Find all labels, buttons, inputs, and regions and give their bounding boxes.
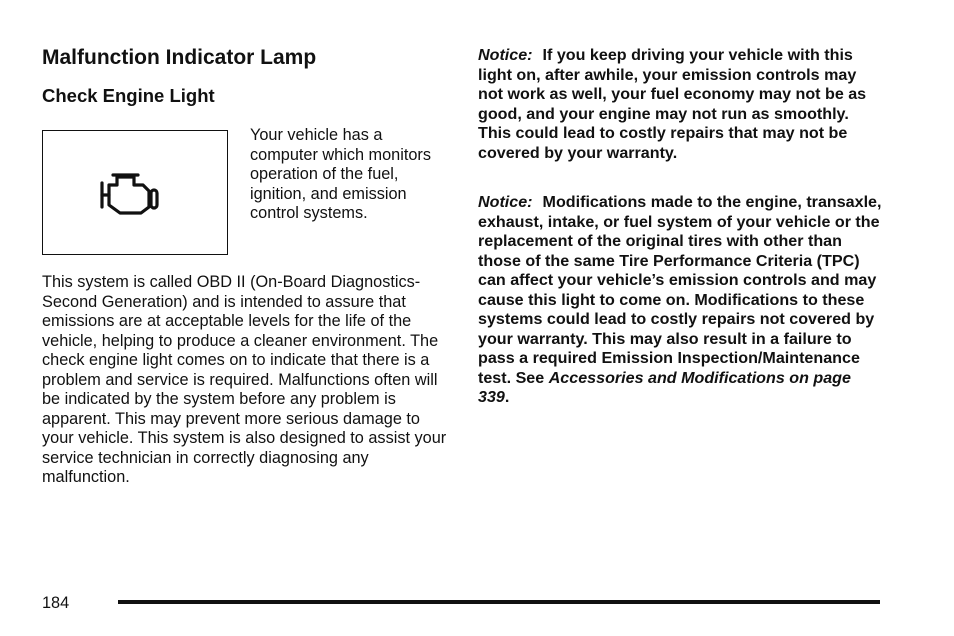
cross-reference-link[interactable]: Accessories and Modifications on page 339 xyxy=(478,368,851,406)
icon-frame xyxy=(42,130,228,255)
section-title: Malfunction Indicator Lamp xyxy=(42,46,317,69)
notice-block xyxy=(478,46,883,163)
footer-rule xyxy=(118,600,880,604)
notice-text: Modifications made to the engine, transaxle, exhaust, intake, or fuel system of your vehicle or the replacement of the original tires with other than those of the same Tire Performance Criteria (TPC) can affect your vehicle’s emission controls and may cause this light to come on. Modifications to these systems could lead to costly repairs not covered by your warranty. This may also result in a failure to pass a required Emission Inspection/Maintenance test. See xyxy=(478,193,882,387)
notice-label: Notice: xyxy=(478,193,533,211)
notice-label: Notice: xyxy=(478,46,533,64)
body-paragraph: This system is called OBD II (On-Board Diagnostics-Second Generation) and is intended to assure that emissions are at acceptable levels for the life of the vehicle, helping to produce a cleaner environment. The check engine light comes on to indicate that there is a problem and service is required. Malfunctions often will be indicated by the system before any problem is apparent. This may prevent more serious damage to your vehicle. This system is also designed to assist your service technician in correctly diagnosing any malfunction. xyxy=(42,273,447,486)
notice-text: If you keep driving your vehicle with this light on, after awhile, your emission controls may not work as well, your fuel economy may not be as good, and your engine may not run as smoothly. This could lead to costly repairs that may not be covered by your warranty. xyxy=(478,46,867,162)
notice-block xyxy=(478,193,883,408)
subsection-title: Check Engine Light xyxy=(42,85,215,106)
icon-description: Your vehicle has a computer which monitors operation of the fuel, ignition, and emission control systems. xyxy=(250,126,431,222)
notice-end: . xyxy=(504,388,510,406)
page-number: 184 xyxy=(42,594,70,612)
check-engine-icon xyxy=(97,171,161,217)
